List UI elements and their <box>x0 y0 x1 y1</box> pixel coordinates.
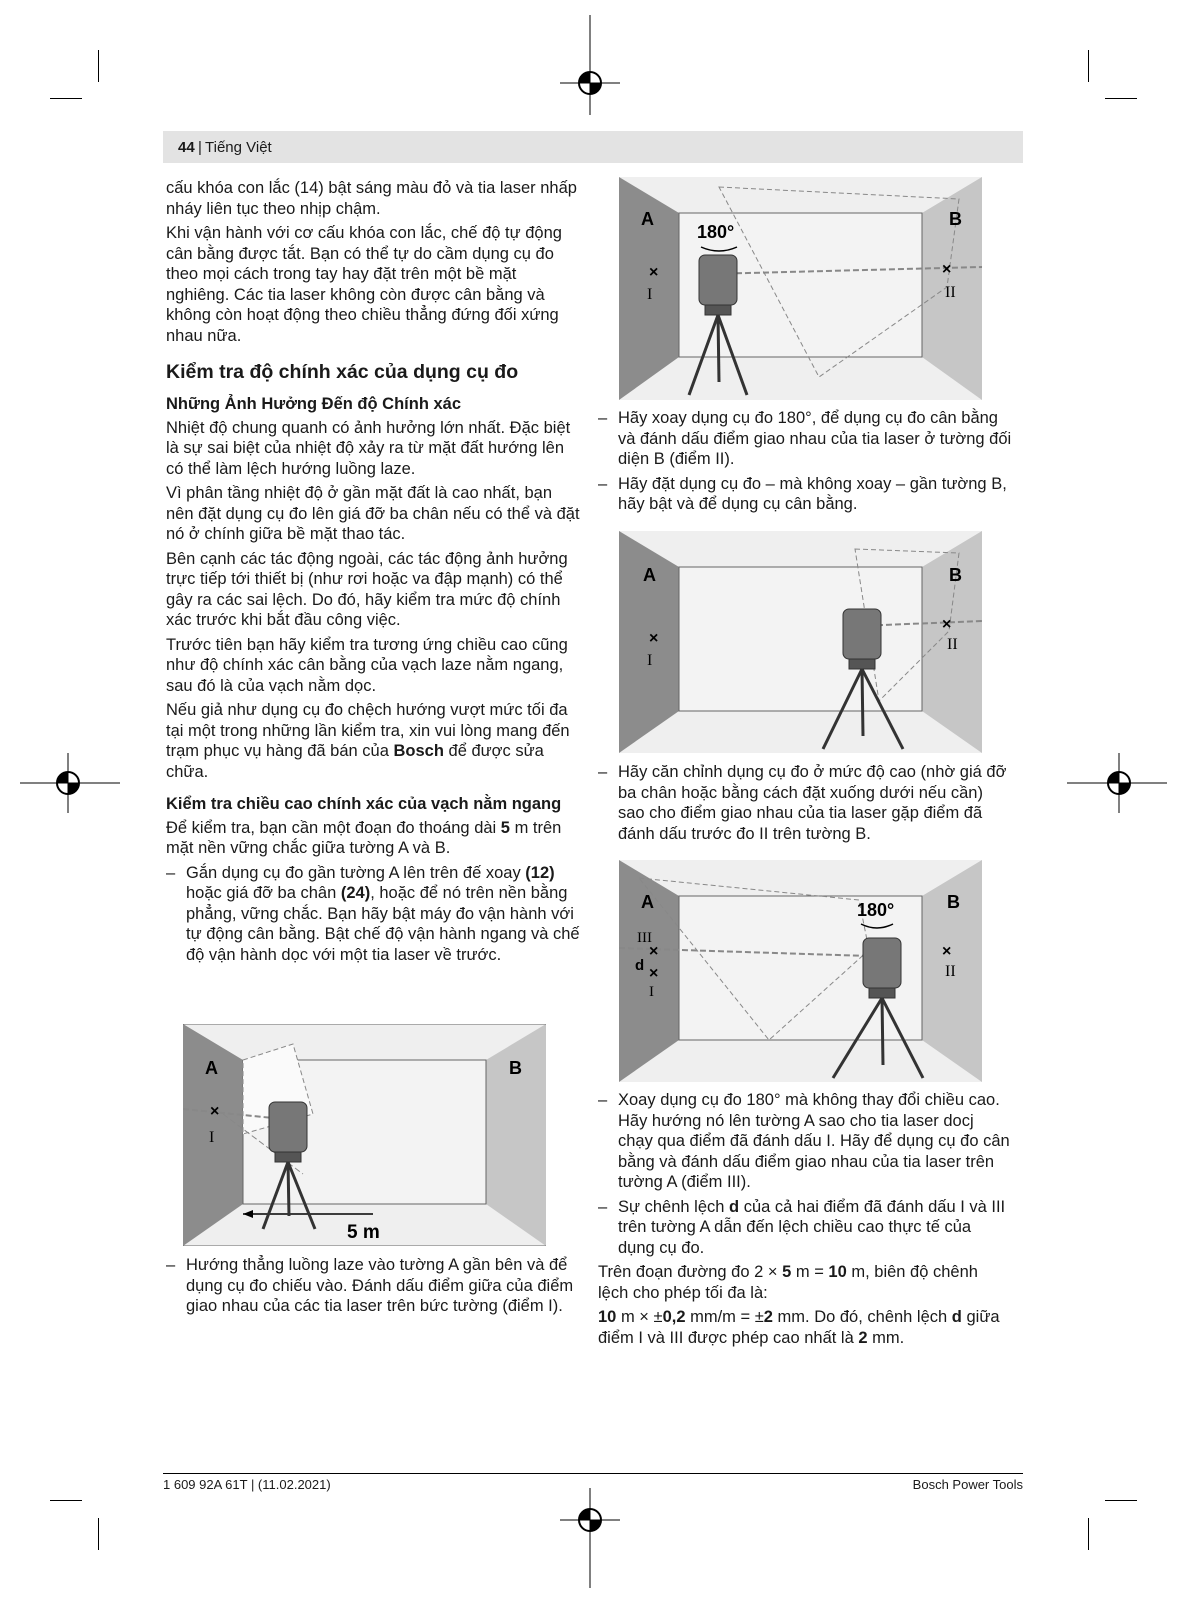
figure-rotate-back-wall-a <box>619 860 982 1082</box>
registration-mark-bottom <box>560 1488 620 1588</box>
mark-x: × <box>649 943 659 960</box>
paragraph: Nhiệt độ chung quanh có ảnh hưởng lớn nhất. Đặc biệt là sự sai biệt của nhiệt độ xảy ra từ mặt đất hướng lên có thể làm lệch hướng luồng laze. <box>166 418 571 478</box>
paragraph: Nếu giả như dụng cụ đo chệch hướng vượt mức tối đa tại một trong những lần kiểm tra, xin vui lòng mang đến trạm phục vụ hàng đã bán của Bosch để được sửa chữa. <box>166 701 570 781</box>
point-iii-label: III <box>637 930 652 946</box>
crop-mark <box>98 1518 99 1550</box>
wall-a-label: A <box>205 1058 218 1078</box>
paragraph: Trên đoạn đường đo 2 × 5 m = 10 m, biên độ chênh lệch cho phép tối đa là: <box>598 1263 978 1302</box>
crop-mark <box>1105 98 1137 99</box>
mark-x: × <box>942 943 952 960</box>
point-ii-label: II <box>945 284 956 301</box>
subsection-heading: Kiểm tra chiều cao chính xác của vạch nằm ngang <box>166 795 562 813</box>
paragraph: Trước tiên bạn hãy kiểm tra tương ứng chiều cao cũng như độ chính xác cân bằng của vạch laze nằm ngang, sau đó là của vạch nằm dọc. <box>166 635 568 695</box>
paragraph: cấu khóa con lắc (14) bật sáng màu đỏ và tia laser nhấp nháy liên tục theo nhịp chậm. <box>166 179 577 218</box>
right-column-block-3 <box>598 1090 1012 1352</box>
point-i-label: I <box>209 1129 215 1146</box>
step-item: – Gắn dụng cụ đo gần tường A lên trên đế xoay (12) hoặc giá đỡ ba chân (24), hoặc để nó trên nền bằng phẳng, vững chắc. Bạn hãy bật máy đo vận hành với tự động cân bằng. Bật chế độ vận hành ngang và chế độ vận hành dọc với một tia laser về trước. <box>166 863 580 966</box>
wall-b-label: B <box>949 209 962 229</box>
paragraph: Bên cạnh các tác động ngoài, các tác động ảnh hưởng trực tiếp tới thiết bị (như rơi hoặc va đập mạnh) có thể gây ra các sai lệch. Do đó, hãy kiểm tra mức độ chính xác trước khi bắt đầu công việc. <box>166 549 568 629</box>
difference-label: d <box>635 957 645 974</box>
step-item: – Hãy xoay dụng cụ đo 180°, để dụng cụ đo cân bằng và đánh dấu điểm giao nhau của tia laser ở tường đối diện B (điểm II). <box>598 408 1012 470</box>
right-column-block-1 <box>598 408 1012 519</box>
point-i-label: I <box>649 984 654 1000</box>
point-ii-label: II <box>947 636 958 653</box>
paragraph: Khi vận hành với cơ cấu khóa con lắc, chế độ tự động cân bằng được tắt. Bạn có thể tự do cầm dụng cụ đo theo mọi cách trong tay hay đặt trên một bề mặt nghiêng. Các tia laser không còn được cân bằng và không còn hoạt động theo chiều thẳng đứng đối xứng nhau nữa. <box>166 224 562 345</box>
wall-b-label: B <box>509 1058 522 1078</box>
footer-brand: Bosch Power Tools <box>912 1477 1023 1492</box>
step-item: – Hãy đặt dụng cụ đo – mà không xoay – gần tường B, hãy bật và để dụng cụ cân bằng. <box>598 474 1012 515</box>
crop-mark <box>1105 1500 1137 1501</box>
crop-mark <box>50 98 82 99</box>
mark-x: × <box>942 261 952 278</box>
page-number: 44 <box>178 139 195 156</box>
right-column-block-2 <box>598 762 1012 848</box>
point-ii-label: II <box>945 963 956 980</box>
mark-x: × <box>942 616 952 633</box>
wall-a-label: A <box>643 565 656 585</box>
wall-b-label: B <box>949 565 962 585</box>
step-item: – Sự chênh lệch d của cả hai điểm đã đánh dấu I và III trên tường A dẫn đến lệch chiều cao thực tế của dụng cụ đo. <box>598 1197 1012 1259</box>
footer-rule <box>163 1473 1023 1474</box>
wall-b-label: B <box>947 892 960 912</box>
figure-setup-wall-a <box>183 1024 546 1246</box>
step-item: – Hướng thẳng luồng laze vào tường A gần bên và để dụng cụ đo chiếu vào. Đánh dấu điểm giữa của điểm giao nhau của các tia laser trên bức tường (điểm I). <box>166 1255 580 1317</box>
crop-mark <box>1088 1518 1089 1550</box>
mark-x: × <box>210 1103 220 1120</box>
paragraph: Để kiểm tra, bạn cần một đoạn đo thoáng dài 5 m trên mặt nền vững chắc giữa tường A và B. <box>166 818 562 857</box>
registration-mark-top <box>560 15 620 115</box>
section-heading: Kiểm tra độ chính xác của dụng cụ đo <box>166 361 519 383</box>
wall-a-label: A <box>641 892 654 912</box>
rotation-label: 180° <box>697 222 735 242</box>
figure-device-near-wall-b <box>619 531 982 753</box>
page-header <box>163 131 1023 163</box>
footer-doc-id: 1 609 92A 61T | (11.02.2021) <box>163 1477 331 1492</box>
left-column-bottom <box>166 1255 580 1321</box>
left-column <box>166 178 580 969</box>
registration-mark-left <box>20 753 120 813</box>
mark-x: × <box>649 264 659 281</box>
header-separator: | <box>198 139 202 156</box>
wall-a-label: A <box>641 209 654 229</box>
mark-x: × <box>649 630 659 647</box>
paragraph: Vì phân tầng nhiệt độ ở gần mặt đất là cao nhất, bạn nên đặt dụng cụ đo lên giá đỡ ba chân nếu có thể và đặt nó ở chính giữa bề mặt thao tác. <box>166 484 580 543</box>
crop-mark <box>1088 50 1089 82</box>
crop-mark <box>98 50 99 82</box>
page-language: Tiếng Việt <box>205 139 272 156</box>
crop-mark <box>50 1500 82 1501</box>
registration-mark-right <box>1067 753 1167 813</box>
distance-label: 5 m <box>347 1222 380 1243</box>
point-i-label: I <box>647 286 653 303</box>
subsection-heading: Những Ảnh Hưởng Đến độ Chính xác <box>166 395 462 413</box>
step-item: – Xoay dụng cụ đo 180° mà không thay đổi chiều cao. Hãy hướng nó lên tường A sao cho tia laser docj chạy qua điểm đã đánh dấu I. Hãy để dụng cụ đo cân bằng và đánh dấu điểm giao nhau của tia laser trên tường A (điểm III). <box>598 1090 1012 1193</box>
paragraph: 10 m × ±0,2 mm/m = ±2 mm. Do đó, chênh lệch d giữa điểm I và III được phép cao nhất là 2 mm. <box>598 1308 1000 1347</box>
point-i-label: I <box>647 652 653 669</box>
mark-x: × <box>649 965 659 982</box>
step-item: – Hãy căn chỉnh dụng cụ đo ở mức độ cao (nhờ giá đỡ ba chân hoặc bằng cách đặt xuống dưới nếu cần) sao cho điểm giao nhau của tia laser gặp điểm đã đánh dấu trước đo II trên tường B. <box>598 762 1012 844</box>
figure-rotate-180-wall-b <box>619 177 982 400</box>
rotation-label: 180° <box>857 900 895 920</box>
